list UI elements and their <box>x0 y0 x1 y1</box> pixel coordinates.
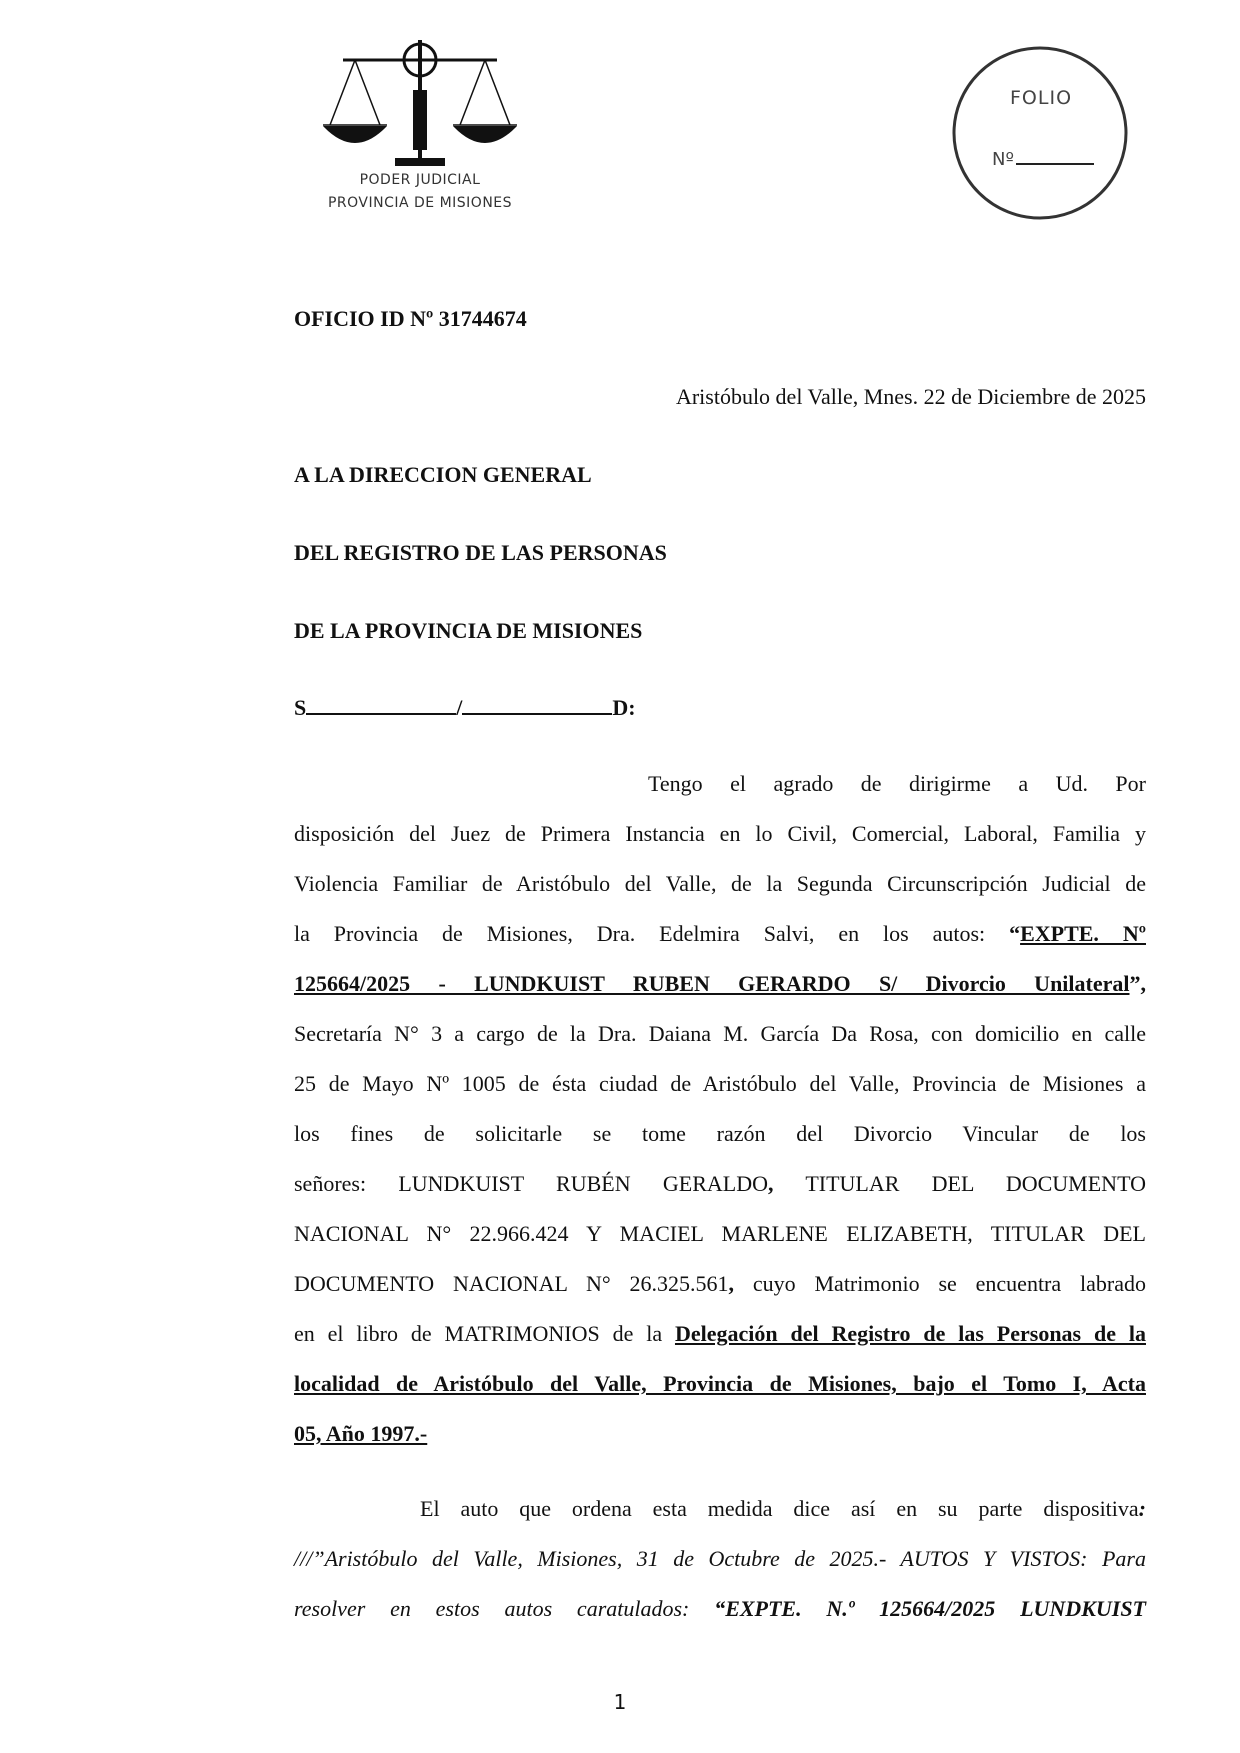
sd-blank-1 <box>306 695 456 715</box>
folio-stamp <box>952 45 1130 220</box>
auto-line-2: ///”Aristóbulo del Valle, Misiones, 31 de Octubre de 2025.- AUTOS Y VISTOS: Para <box>294 1546 1146 1571</box>
body-line-9-text: señores: LUNDKUIST RUBÉN GERALDO <box>294 1171 768 1196</box>
auto-line-3 <box>294 1596 1146 1622</box>
addressee-line-1: A LA DIRECCION GENERAL <box>294 462 592 487</box>
sd-d: D: <box>612 695 636 720</box>
body-line-9 <box>294 1171 1146 1197</box>
auto-line-3-text: resolver en estos autos caratulados: <box>294 1596 715 1621</box>
body-line-8: los fines de solicitarle se tome razón del Divorcio Vincular de los <box>294 1121 1146 1146</box>
su-despacho-line <box>294 695 636 721</box>
folio-number-label: Nº <box>992 149 1014 170</box>
oficio-id: OFICIO ID Nº 31744674 <box>294 306 527 331</box>
body-line-12-text: en el libro de MATRIMONIOS de la <box>294 1321 675 1346</box>
expte-ref-part-2: 125664/2025 - LUNDKUIST RUBEN GERARDO S/ Divorcio Unilateral <box>294 971 1130 996</box>
addressee-line-3: DE LA PROVINCIA DE MISIONES <box>294 618 643 643</box>
folio-number-blank <box>1016 147 1094 165</box>
body-line-7: 25 de Mayo Nº 1005 de ésta ciudad de Aristóbulo del Valle, Provincia de Misiones a <box>294 1071 1146 1096</box>
body-line-2: disposición del Juez de Primera Instancia en lo Civil, Comercial, Laboral, Familia y <box>294 821 1146 846</box>
body-line-11-comma: , <box>728 1271 734 1296</box>
folio-label: FOLIO <box>1010 87 1073 109</box>
body-line-5 <box>294 971 1146 997</box>
sd-blank-2 <box>462 695 612 715</box>
registry-ref-part-3: 05, Año 1997.- <box>294 1421 428 1446</box>
quote-close: ”, <box>1129 971 1146 996</box>
page-number: 1 <box>613 1690 627 1714</box>
registry-ref-part-2: localidad de Aristóbulo del Valle, Provincia de Misiones, bajo el Tomo I, Acta <box>294 1371 1146 1396</box>
body-line-4-text: la Provincia de Misiones, Dra. Edelmira Salvi, en los autos: <box>294 921 1010 946</box>
folio-circle-icon <box>952 45 1130 220</box>
body-line-10: NACIONAL N° 22.966.424 Y MACIEL MARLENE ELIZABETH, TITULAR DEL <box>294 1221 1146 1246</box>
body-line-4 <box>294 921 1146 947</box>
logo-line-1: PODER JUDICIAL <box>359 172 481 188</box>
body-line-3: Violencia Familiar de Aristóbulo del Valle, de la Segunda Circunscripción Judicial de <box>294 871 1146 896</box>
sd-s: S <box>294 695 307 720</box>
place-date: Aristóbulo del Valle, Mnes. 22 de Diciembre de 2025 <box>675 384 1146 409</box>
body-line-12 <box>294 1321 1146 1347</box>
registry-ref-part-1: Delegación del Registro de las Personas de la <box>674 1321 1146 1346</box>
scales-of-justice-icon <box>315 30 525 180</box>
body-line-9-comma: , <box>767 1171 774 1196</box>
body-line-11-text: DOCUMENTO NACIONAL N° 26.325.561 <box>294 1271 729 1296</box>
logo-line-2: PROVINCIA DE MISIONES <box>327 195 513 211</box>
auto-line-1 <box>420 1496 1146 1522</box>
body-line-6: Secretaría N° 3 a cargo de la Dra. Daiana M. García Da Rosa, con domicilio en calle <box>294 1021 1146 1046</box>
auto-line-1-text: El auto que ordena esta medida dice así en su parte dispositiva <box>420 1496 1139 1521</box>
body-line-11 <box>294 1271 1146 1297</box>
quote-open: “ <box>1009 921 1021 946</box>
poder-judicial-logo <box>315 30 525 220</box>
auto-line-1-colon: : <box>1138 1496 1146 1521</box>
body-line-9-rest: TITULAR DEL DOCUMENTO <box>773 1171 1146 1196</box>
body-line-11-rest: cuyo Matrimonio se encuentra labrado <box>734 1271 1146 1296</box>
auto-expte-ref: “EXPTE. N.º 125664/2025 LUNDKUIST <box>714 1596 1146 1621</box>
expte-ref-part-1: EXPTE. Nº <box>1020 921 1146 946</box>
sd-slash: / <box>456 695 463 720</box>
body-line-1: Tengo el agrado de dirigirme a Ud. Por <box>648 771 1146 796</box>
addressee-line-2: DEL REGISTRO DE LAS PERSONAS <box>294 540 667 565</box>
folio-number-field <box>992 147 1094 170</box>
